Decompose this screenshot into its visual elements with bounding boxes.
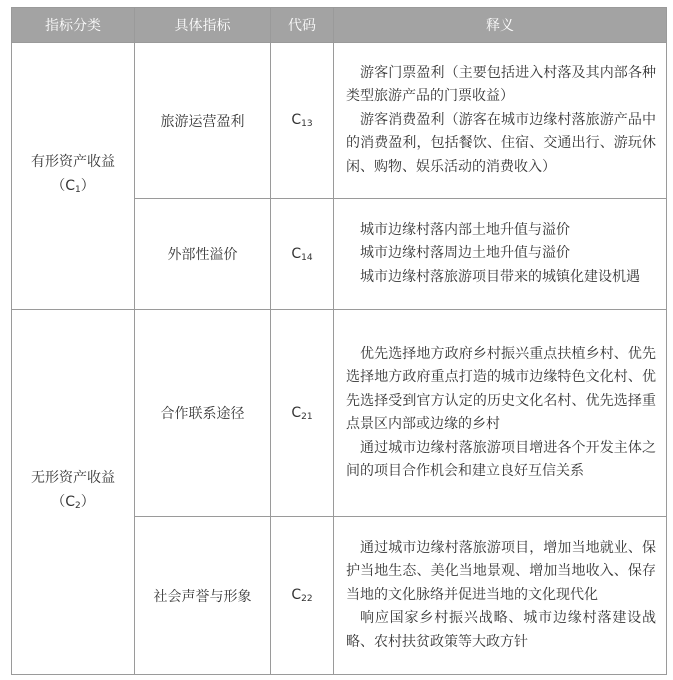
definition-cell xyxy=(334,517,667,675)
definition-paragraph: 响应国家乡村振兴战略、城市边缘村落建设战略、农村扶贫政策等大政方针 xyxy=(346,610,656,650)
table-header-row xyxy=(12,8,667,43)
code-cell: C21 xyxy=(271,310,334,517)
indicator-table xyxy=(11,7,667,675)
definition-cell xyxy=(334,199,667,310)
definition-paragraph: 通过城市边缘村落旅游项目增进各个开发主体之间的项目合作机会和建立良好互信关系 xyxy=(346,439,656,479)
category-name: 有形资产收益 xyxy=(31,154,115,170)
code-cell: C13 xyxy=(271,43,334,199)
definition-paragraph: 城市边缘村落旅游项目带来的城镇化建设机遇 xyxy=(360,268,640,285)
category-cell xyxy=(12,43,135,310)
header-definition: 释义 xyxy=(334,8,667,43)
definition-paragraph: 游客消费盈利（游客在城市边缘村落旅游产品中的消费盈利，包括餐饮、住宿、交通出行、游玩休闲、购物、娱乐活动的消费收入） xyxy=(346,111,656,175)
definition-paragraph: 通过城市边缘村落旅游项目，增加当地就业、保护当地生态、美化当地景观、增加当地收入、保存当地的文化脉络并促进当地的文化现代化 xyxy=(346,539,656,603)
definition-paragraph: 优先选择地方政府乡村振兴重点扶植乡村、优先选择地方政府重点打造的城市边缘特色文化村、优先选择受到官方认定的历史文化名村、优先选择重点景区内部或边缘的乡村 xyxy=(346,345,656,432)
definition-paragraph: 游客门票盈利（主要包括进入村落及其内部各种类型旅游产品的门票收益） xyxy=(346,64,656,105)
header-indicator: 具体指标 xyxy=(135,8,271,43)
definition-paragraph: 城市边缘村落内部土地升值与溢价 xyxy=(360,221,570,238)
indicator-cell: 社会声誉与形象 xyxy=(135,517,271,675)
header-category: 指标分类 xyxy=(12,8,135,43)
header-code: 代码 xyxy=(271,8,334,43)
category-name: 无形资产收益 xyxy=(31,470,115,486)
category-cell xyxy=(12,310,135,675)
definition-cell xyxy=(334,43,667,199)
indicator-cell: 外部性溢价 xyxy=(135,199,271,310)
category-code: （C1） xyxy=(51,178,95,195)
table-row xyxy=(12,43,667,199)
table-row xyxy=(12,310,667,517)
definition-cell xyxy=(334,310,667,517)
code-cell: C14 xyxy=(271,199,334,310)
indicator-cell: 合作联系途径 xyxy=(135,310,271,517)
definition-paragraph: 城市边缘村落周边土地升值与溢价 xyxy=(360,245,570,262)
category-code: （C2） xyxy=(51,494,95,511)
code-cell: C22 xyxy=(271,517,334,675)
indicator-cell: 旅游运营盈利 xyxy=(135,43,271,199)
